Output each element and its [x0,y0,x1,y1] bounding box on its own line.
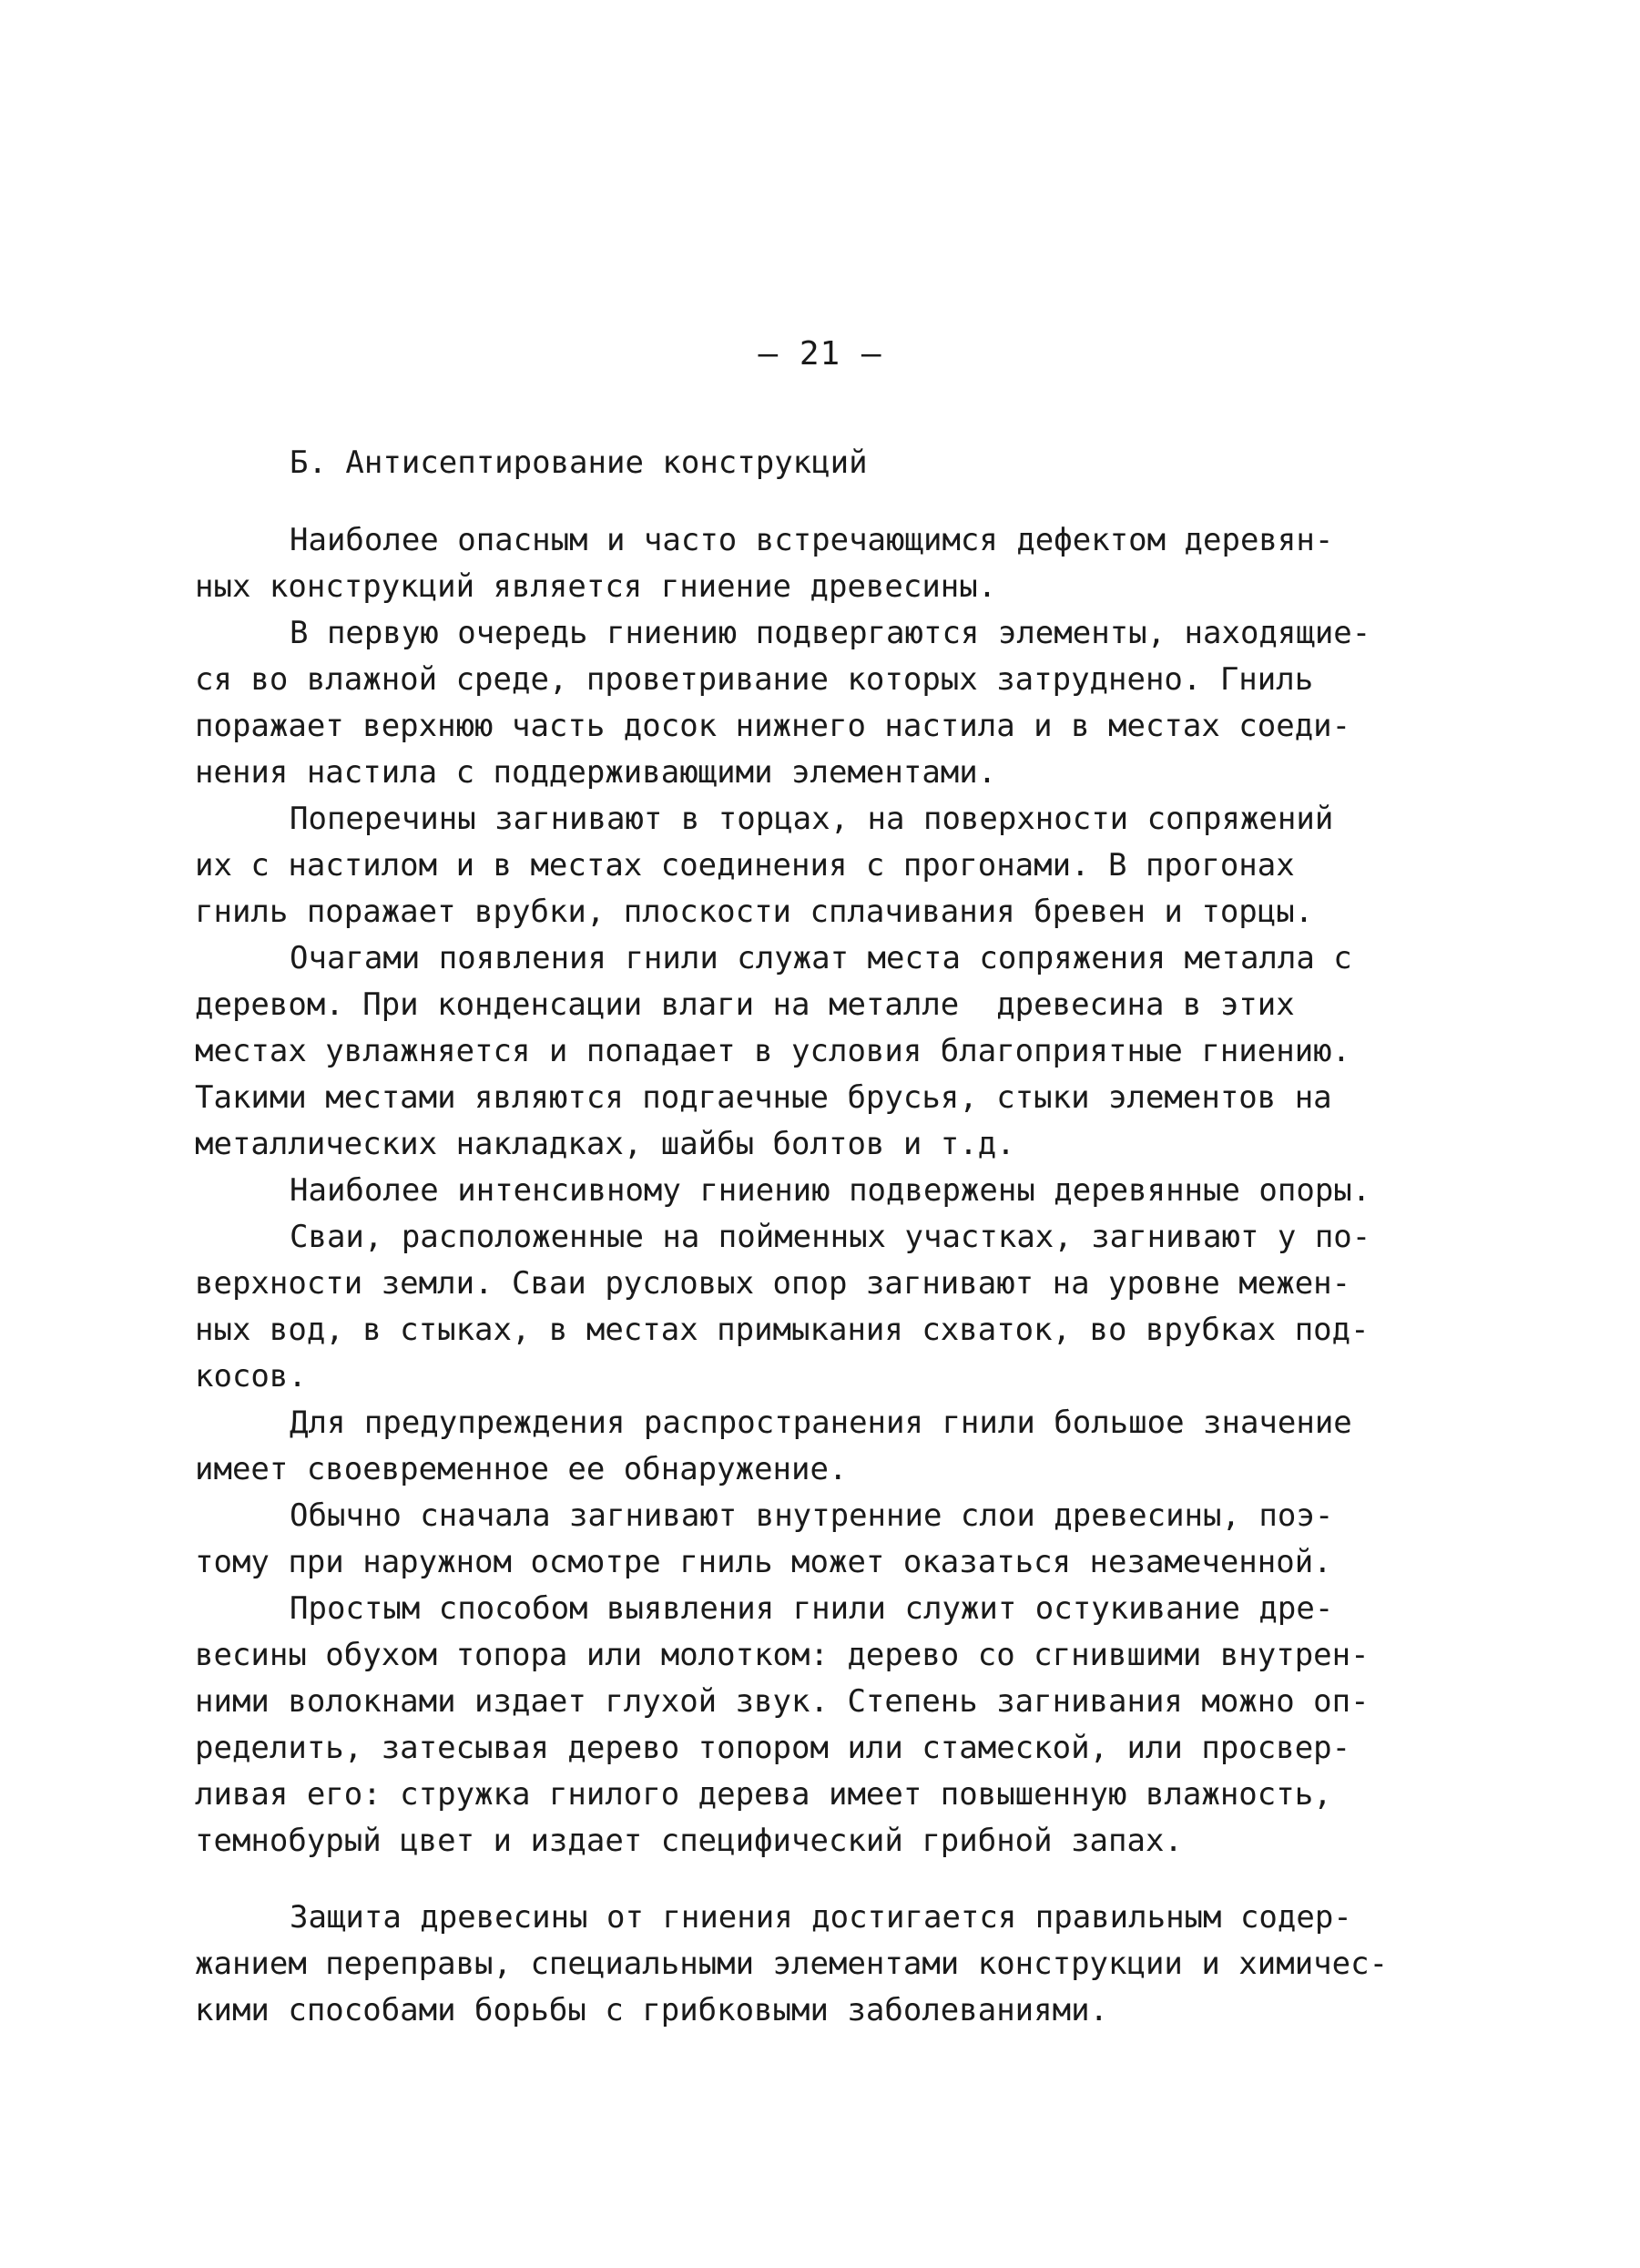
text-line: кими способами борьбы с грибковыми заболеваниями. [195,1992,1109,2028]
text-line: ных конструкций является гниение древесины. [195,568,997,605]
text-line: Защита древесины от гниения достигается правильным содер- [290,1899,1352,1936]
paragraph-2 [195,610,1470,796]
text-line: темнобурый цвет и издает специфический грибной запах. [195,1823,1183,1859]
text-line: Наиболее опасным и часто встречающимся дефектом деревян- [290,522,1334,558]
text-line: Очагами появления гнили служат места сопряжения металла с [290,940,1352,976]
paragraph-6 [195,1214,1470,1400]
text-line: Сваи, расположенные на пойменных участках, загнивают у по- [290,1219,1371,1255]
text-line: ними волокнами издает глухой звук. Степень загнивания можно оп- [195,1683,1370,1720]
text-line: имеет своевременное ее обнаружение. [195,1451,848,1487]
text-line: Наиболее интенсивному гниению подвержены деревянные опоры. [290,1172,1371,1209]
text-line: нения настила с поддерживающими элементами. [195,754,997,791]
text-line: Поперечины загнивают в торцах, на поверхности сопряжений [290,801,1334,837]
text-line: местах увлажняется и попадает в условия благоприятные гниению. [195,1033,1351,1069]
text-line: металлических накладках, шайбы болтов и т.д. [195,1126,1015,1162]
text-line: ливая его: стружка гнилого дерева имеет повышенную влажность, [195,1776,1332,1813]
paragraph-3 [195,796,1470,935]
text-line: их с настилом и в местах соединения с прогонами. В прогонах [195,847,1295,884]
section-heading: Б. Антисептирование конструкций [290,444,868,481]
text-line: Простым способом выявления гнили служит остукивание дре- [290,1590,1334,1627]
text-line: Обычно сначала загнивают внутренние слои древесины, поэ- [290,1497,1334,1534]
text-line: В первую очередь гниению подвергаются элементы, находящие- [290,615,1371,651]
text-line: тому при наружном осмотре гниль может оказаться незамеченной. [195,1544,1332,1580]
text-line: Такими местами являются подгаечные брусья, стыки элементов на [195,1079,1332,1116]
text-line: весины обухом топора или молотком: дерево со сгнившими внутрен- [195,1637,1370,1673]
paragraph-8 [195,1493,1470,1586]
paragraph-7 [195,1400,1470,1493]
text-line: гниль поражает врубки, плоскости сплачивания бревен и торцы. [195,894,1314,930]
text-line: поражает верхнюю часть досок нижнего настила и в местах соеди- [195,708,1351,744]
text-line: ных вод, в стыках, в местах примыкания схваток, во врубках под- [195,1312,1370,1348]
paragraph-4 [195,935,1470,1168]
text-line: ся во влажной среде, проветривание которых затруднено. Гниль [195,661,1314,698]
text-line: деревом. При конденсации влаги на металле древесина в этих [195,986,1295,1023]
text-line: косов. [195,1358,307,1395]
text-line: жанием переправы, специальными элементами конструкции и химичес- [195,1946,1389,1982]
paragraph-5 [195,1168,1470,1214]
text-line: верхности земли. Сваи русловых опор загнивают на уровне межен- [195,1265,1351,1302]
page-number: — 21 — [758,335,882,373]
paragraph-9 [195,1586,1470,1864]
text-line: ределить, затесывая дерево топором или стамеской, или просвер- [195,1730,1351,1766]
paragraph-10 [195,1895,1470,2034]
paragraph-1 [195,517,1470,610]
text-line: Для предупреждения распространения гнили большое значение [290,1405,1352,1441]
